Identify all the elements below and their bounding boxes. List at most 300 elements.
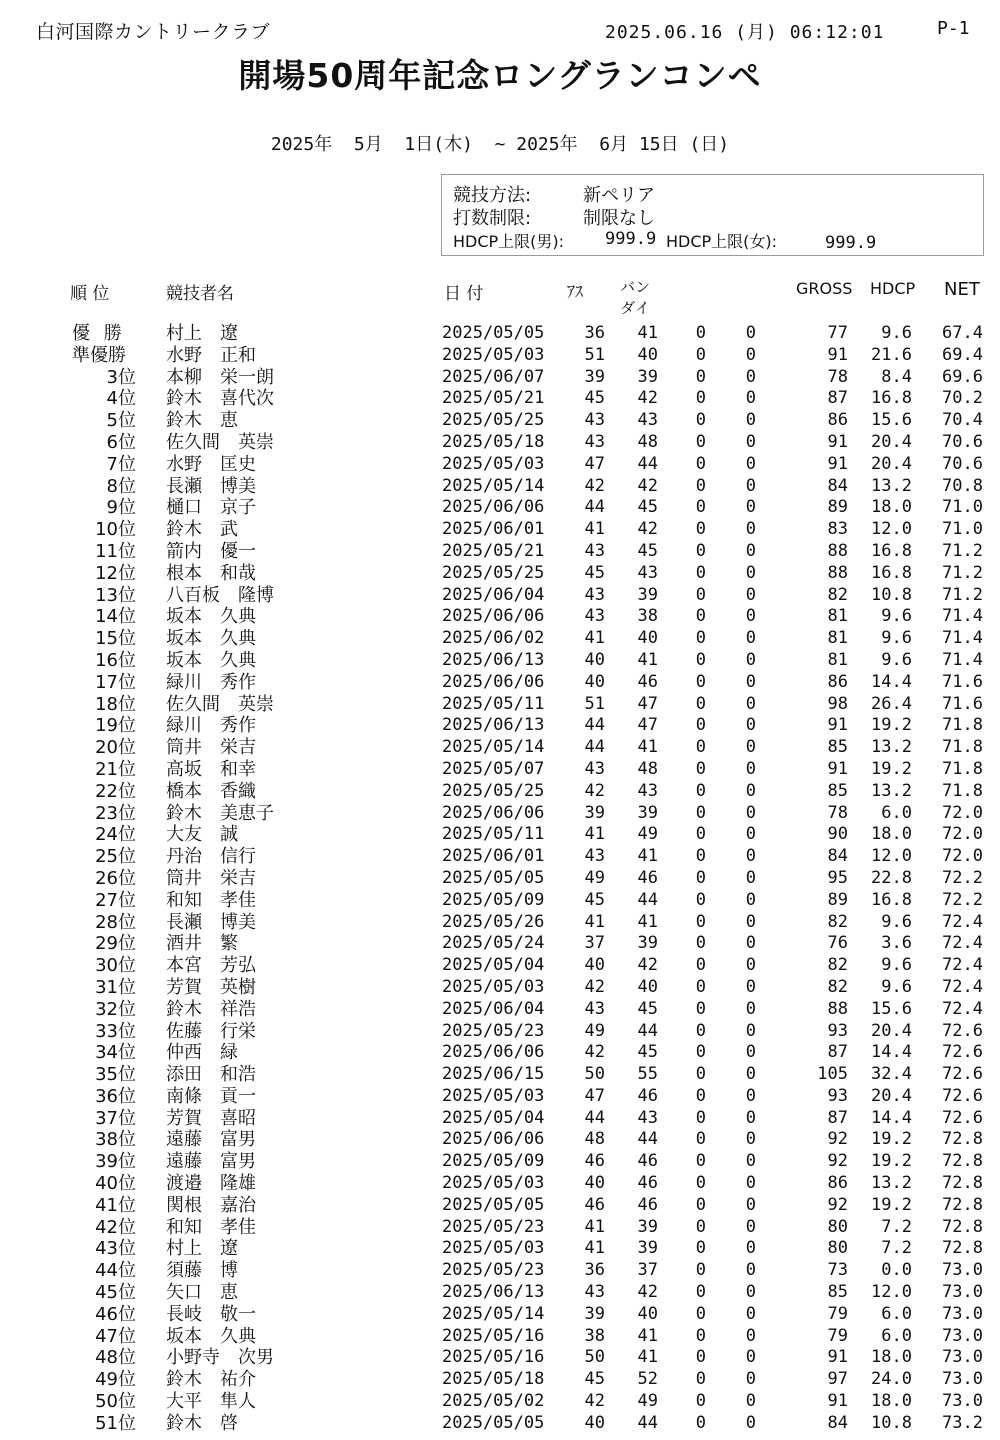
table-row <box>0 1108 1000 1130</box>
cell-name: 長岐 敬一 <box>166 1303 256 1325</box>
cell-z1: 0 <box>695 606 706 627</box>
cell-gross: 82 <box>827 911 848 932</box>
cell-rank: 31位 <box>95 976 136 998</box>
cell-z1: 0 <box>695 1303 706 1324</box>
cell-name: 佐藤 行栄 <box>166 1020 256 1042</box>
cell-hdcp: 9.6 <box>881 911 912 932</box>
table-row <box>0 476 1000 498</box>
cell-rank: 46位 <box>95 1303 136 1325</box>
cell-name: 仲西 緑 <box>166 1042 238 1064</box>
cell-in: 42 <box>637 388 658 409</box>
cell-z1: 0 <box>695 846 706 867</box>
cell-rank: 6位 <box>106 431 136 453</box>
cell-date: 2025/05/11 <box>442 824 545 845</box>
cell-in: 52 <box>637 1369 658 1390</box>
table-row <box>0 803 1000 825</box>
cell-net: 71.2 <box>942 584 983 605</box>
cell-rank: 41位 <box>95 1194 136 1216</box>
cell-rank: 32位 <box>95 998 136 1020</box>
cell-rank: 25位 <box>95 846 136 868</box>
cell-z1: 0 <box>695 584 706 605</box>
cell-out: 46 <box>584 1151 605 1172</box>
cell-z2: 0 <box>745 1325 756 1346</box>
cell-name: 遠藤 富男 <box>166 1129 256 1151</box>
cell-name: 矢口 恵 <box>166 1282 238 1304</box>
cell-z2: 0 <box>745 911 756 932</box>
cell-out: 43 <box>584 1282 605 1303</box>
cell-name: 樋口 京子 <box>166 497 256 519</box>
cell-z1: 0 <box>695 955 706 976</box>
table-row <box>0 1151 1000 1173</box>
cell-in: 39 <box>637 1216 658 1237</box>
cell-date: 2025/05/21 <box>442 540 545 561</box>
cell-net: 70.2 <box>942 388 983 409</box>
hdcp-female-value: 999.9 <box>825 233 877 253</box>
cell-net: 70.8 <box>942 475 983 496</box>
cell-date: 2025/05/04 <box>442 1107 545 1128</box>
cell-in: 48 <box>637 431 658 452</box>
cell-rank: 15位 <box>95 628 136 650</box>
cell-out: 39 <box>584 366 605 387</box>
table-row <box>0 1347 1000 1369</box>
cell-name: 長瀬 博美 <box>166 911 256 933</box>
cell-in: 40 <box>637 344 658 365</box>
cell-in: 39 <box>637 802 658 823</box>
cell-gross: 84 <box>827 1412 848 1433</box>
cell-gross: 86 <box>827 671 848 692</box>
cell-hdcp: 20.4 <box>871 1020 912 1041</box>
cell-out: 44 <box>584 715 605 736</box>
table-row <box>0 868 1000 890</box>
cell-hdcp: 19.2 <box>871 758 912 779</box>
cell-gross: 80 <box>827 1238 848 1259</box>
cell-rank: 48位 <box>95 1347 136 1369</box>
cell-gross: 81 <box>827 606 848 627</box>
cell-gross: 87 <box>827 388 848 409</box>
cell-date: 2025/05/18 <box>442 431 545 452</box>
table-row <box>0 1413 1000 1435</box>
cell-z1: 0 <box>695 1107 706 1128</box>
cell-name: 渡邉 隆雄 <box>166 1173 256 1195</box>
hdcp-female-label: HDCP上限(女): <box>666 232 778 251</box>
cell-name: 佐久間 英崇 <box>166 693 274 715</box>
cell-net: 72.0 <box>942 846 983 867</box>
cell-net: 71.6 <box>942 693 983 714</box>
cell-net: 72.8 <box>942 1151 983 1172</box>
cell-net: 72.4 <box>942 955 983 976</box>
column-header-date: 日 付 <box>444 284 484 304</box>
cell-net: 72.8 <box>942 1238 983 1259</box>
cell-z1: 0 <box>695 497 706 518</box>
cell-rank: 37位 <box>95 1107 136 1129</box>
cell-date: 2025/05/02 <box>442 1391 545 1412</box>
cell-in: 43 <box>637 780 658 801</box>
cell-date: 2025/05/11 <box>442 693 545 714</box>
cell-date: 2025/06/15 <box>442 1064 545 1085</box>
cell-in: 46 <box>637 1151 658 1172</box>
cell-date: 2025/05/23 <box>442 1260 545 1281</box>
cell-hdcp: 26.4 <box>871 693 912 714</box>
column-header-hdcp: HDCP <box>870 279 916 298</box>
cell-rank: 準優勝 <box>72 344 126 366</box>
cell-rank: 38位 <box>95 1129 136 1151</box>
cell-date: 2025/06/04 <box>442 584 545 605</box>
cell-in: 43 <box>637 1107 658 1128</box>
cell-z1: 0 <box>695 475 706 496</box>
cell-in: 39 <box>637 933 658 954</box>
cell-name: 鈴木 恵 <box>166 410 238 432</box>
cell-z1: 0 <box>695 1042 706 1063</box>
cell-rank: 28位 <box>95 911 136 933</box>
cell-gross: 82 <box>827 955 848 976</box>
cell-z2: 0 <box>745 1042 756 1063</box>
cell-hdcp: 13.2 <box>871 780 912 801</box>
cell-in: 40 <box>637 628 658 649</box>
cell-z2: 0 <box>745 1085 756 1106</box>
cell-date: 2025/06/06 <box>442 671 545 692</box>
cell-date: 2025/05/21 <box>442 388 545 409</box>
cell-date: 2025/05/07 <box>442 758 545 779</box>
column-header-rank: 順 位 <box>70 284 110 304</box>
cell-gross: 105 <box>817 1064 848 1085</box>
cell-z2: 0 <box>745 1173 756 1194</box>
cell-out: 42 <box>584 976 605 997</box>
cell-z2: 0 <box>745 955 756 976</box>
cell-rank: 24位 <box>95 824 136 846</box>
cell-hdcp: 16.8 <box>871 889 912 910</box>
cell-out: 50 <box>584 1064 605 1085</box>
cell-name: 和知 孝佳 <box>166 1216 256 1238</box>
table-row <box>0 1064 1000 1086</box>
cell-out: 45 <box>584 388 605 409</box>
cell-hdcp: 10.8 <box>871 1412 912 1433</box>
cell-in: 49 <box>637 824 658 845</box>
cell-gross: 91 <box>827 431 848 452</box>
cell-gross: 79 <box>827 1325 848 1346</box>
cell-date: 2025/05/03 <box>442 1238 545 1259</box>
cell-z2: 0 <box>745 410 756 431</box>
table-row <box>0 410 1000 432</box>
cell-hdcp: 6.0 <box>881 802 912 823</box>
cell-net: 71.4 <box>942 649 983 670</box>
cell-z2: 0 <box>745 1151 756 1172</box>
cell-date: 2025/06/06 <box>442 497 545 518</box>
cell-hdcp: 13.2 <box>871 1173 912 1194</box>
cell-z2: 0 <box>745 671 756 692</box>
cell-date: 2025/06/13 <box>442 1282 545 1303</box>
cell-rank: 8位 <box>106 475 136 497</box>
table-row <box>0 345 1000 367</box>
cell-out: 43 <box>584 846 605 867</box>
cell-z1: 0 <box>695 1194 706 1215</box>
cell-z1: 0 <box>695 649 706 670</box>
cell-net: 72.2 <box>942 889 983 910</box>
cell-name: 芳賀 英樹 <box>166 976 256 998</box>
cell-z2: 0 <box>745 628 756 649</box>
table-row <box>0 1217 1000 1239</box>
cell-gross: 89 <box>827 497 848 518</box>
page-number: P-1 <box>937 18 970 39</box>
cell-net: 72.4 <box>942 976 983 997</box>
cell-net: 71.6 <box>942 671 983 692</box>
cell-hdcp: 14.4 <box>871 1042 912 1063</box>
cell-name: 鈴木 美恵子 <box>166 802 274 824</box>
cell-name: 坂本 久典 <box>166 649 256 671</box>
cell-out: 37 <box>584 933 605 954</box>
cell-z1: 0 <box>695 1020 706 1041</box>
cell-name: 村上 遼 <box>166 1238 238 1260</box>
cell-gross: 81 <box>827 649 848 670</box>
table-row <box>0 628 1000 650</box>
cell-rank: 9位 <box>106 497 136 519</box>
cell-rank: 優 勝 <box>72 323 126 344</box>
cell-in: 45 <box>637 497 658 518</box>
cell-z2: 0 <box>745 998 756 1019</box>
cell-date: 2025/06/06 <box>442 1129 545 1150</box>
cell-z1: 0 <box>695 323 706 343</box>
cell-name: 大平 隼人 <box>166 1391 256 1413</box>
cell-rank: 11位 <box>95 540 136 562</box>
cell-net: 72.6 <box>942 1064 983 1085</box>
cell-out: 43 <box>584 758 605 779</box>
cell-rank: 47位 <box>95 1325 136 1347</box>
cell-in: 43 <box>637 562 658 583</box>
cell-out: 41 <box>584 628 605 649</box>
cell-date: 2025/06/06 <box>442 802 545 823</box>
cell-date: 2025/05/24 <box>442 933 545 954</box>
cell-gross: 91 <box>827 758 848 779</box>
cell-date: 2025/05/23 <box>442 1216 545 1237</box>
cell-rank: 26位 <box>95 867 136 889</box>
cell-z1: 0 <box>695 867 706 888</box>
table-row <box>0 890 1000 912</box>
cell-hdcp: 6.0 <box>881 1303 912 1324</box>
cell-gross: 98 <box>827 693 848 714</box>
cell-net: 73.0 <box>942 1303 983 1324</box>
cell-net: 73.2 <box>942 1412 983 1433</box>
table-row <box>0 912 1000 934</box>
cell-date: 2025/06/02 <box>442 628 545 649</box>
cell-gross: 95 <box>827 867 848 888</box>
cell-name: 村上 遼 <box>166 323 238 344</box>
cell-hdcp: 13.2 <box>871 475 912 496</box>
cell-in: 46 <box>637 1173 658 1194</box>
cell-rank: 14位 <box>95 606 136 628</box>
cell-z2: 0 <box>745 584 756 605</box>
cell-rank: 34位 <box>95 1042 136 1064</box>
cell-name: 芳賀 喜昭 <box>166 1107 256 1129</box>
cell-gross: 88 <box>827 562 848 583</box>
cell-gross: 91 <box>827 1347 848 1368</box>
cell-out: 40 <box>584 649 605 670</box>
cell-z2: 0 <box>745 737 756 758</box>
cell-gross: 77 <box>827 323 848 343</box>
column-header-out: ｱｽ <box>567 282 584 301</box>
cell-rank: 22位 <box>95 780 136 802</box>
cell-z1: 0 <box>695 889 706 910</box>
cell-rank: 36位 <box>95 1085 136 1107</box>
cell-rank: 20位 <box>95 737 136 759</box>
cell-out: 41 <box>584 519 605 540</box>
cell-hdcp: 12.0 <box>871 519 912 540</box>
cell-z1: 0 <box>695 344 706 365</box>
cell-rank: 35位 <box>95 1064 136 1086</box>
cell-z1: 0 <box>695 540 706 561</box>
cell-gross: 81 <box>827 628 848 649</box>
cell-out: 39 <box>584 802 605 823</box>
cell-z1: 0 <box>695 366 706 387</box>
cell-hdcp: 13.2 <box>871 737 912 758</box>
cell-in: 46 <box>637 671 658 692</box>
table-row <box>0 846 1000 868</box>
cell-gross: 92 <box>827 1151 848 1172</box>
cell-z2: 0 <box>745 1303 756 1324</box>
cell-gross: 91 <box>827 344 848 365</box>
cell-net: 72.0 <box>942 802 983 823</box>
table-row <box>0 432 1000 454</box>
cell-z2: 0 <box>745 453 756 474</box>
cell-in: 41 <box>637 323 658 343</box>
column-header-net: NET <box>944 279 980 300</box>
cell-hdcp: 9.6 <box>881 955 912 976</box>
cell-gross: 85 <box>827 780 848 801</box>
table-row <box>0 999 1000 1021</box>
table-row <box>0 694 1000 716</box>
cell-name: 鈴木 武 <box>166 519 238 541</box>
cell-date: 2025/06/01 <box>442 519 545 540</box>
cell-z1: 0 <box>695 911 706 932</box>
cell-gross: 82 <box>827 584 848 605</box>
cell-rank: 42位 <box>95 1216 136 1238</box>
cell-net: 72.2 <box>942 867 983 888</box>
cell-out: 49 <box>584 867 605 888</box>
cell-rank: 51位 <box>95 1412 136 1434</box>
cell-date: 2025/05/04 <box>442 955 545 976</box>
page-title: 開場50周年記念ロングランコンペ <box>238 56 762 95</box>
cell-net: 72.6 <box>942 1042 983 1063</box>
cell-out: 47 <box>584 1085 605 1106</box>
cell-name: 鈴木 啓 <box>166 1412 238 1434</box>
cell-z2: 0 <box>745 867 756 888</box>
cell-out: 42 <box>584 1042 605 1063</box>
cell-name: 遠藤 富男 <box>166 1151 256 1173</box>
table-row <box>0 650 1000 672</box>
cell-name: 丹治 信行 <box>166 846 256 868</box>
cell-date: 2025/05/09 <box>442 889 545 910</box>
cell-net: 71.8 <box>942 737 983 758</box>
cell-in: 39 <box>637 1238 658 1259</box>
cell-out: 51 <box>584 693 605 714</box>
cell-z1: 0 <box>695 1347 706 1368</box>
cell-in: 39 <box>637 584 658 605</box>
cell-date: 2025/05/05 <box>442 1412 545 1433</box>
cell-date: 2025/06/06 <box>442 606 545 627</box>
cell-name: 南條 貢一 <box>166 1085 256 1107</box>
cell-out: 43 <box>584 998 605 1019</box>
cell-in: 41 <box>637 911 658 932</box>
cell-z2: 0 <box>745 758 756 779</box>
cell-net: 72.8 <box>942 1194 983 1215</box>
print-datetime: 2025.06.16 (月) 06:12:01 <box>605 22 885 43</box>
cell-net: 71.8 <box>942 780 983 801</box>
cell-z1: 0 <box>695 933 706 954</box>
cell-gross: 85 <box>827 737 848 758</box>
cell-z1: 0 <box>695 1325 706 1346</box>
cell-in: 49 <box>637 1391 658 1412</box>
column-header-in-line2: ダイ <box>620 299 650 317</box>
cell-rank: 33位 <box>95 1020 136 1042</box>
cell-z1: 0 <box>695 562 706 583</box>
cell-date: 2025/05/25 <box>442 780 545 801</box>
cell-net: 72.8 <box>942 1173 983 1194</box>
cell-hdcp: 20.4 <box>871 431 912 452</box>
cell-in: 47 <box>637 715 658 736</box>
method-label: 競技方法: <box>453 185 532 206</box>
cell-rank: 19位 <box>95 715 136 737</box>
cell-z1: 0 <box>695 780 706 801</box>
cell-hdcp: 9.6 <box>881 649 912 670</box>
cell-z2: 0 <box>745 1216 756 1237</box>
cell-name: 八百板 隆博 <box>166 584 274 606</box>
cell-name: 鈴木 喜代次 <box>166 388 274 410</box>
rules-box <box>441 174 984 256</box>
cell-in: 41 <box>637 649 658 670</box>
cell-hdcp: 12.0 <box>871 1282 912 1303</box>
cell-z2: 0 <box>745 344 756 365</box>
cell-z2: 0 <box>745 846 756 867</box>
cell-hdcp: 7.2 <box>881 1238 912 1259</box>
cell-in: 43 <box>637 410 658 431</box>
cell-out: 44 <box>584 737 605 758</box>
cell-hdcp: 9.6 <box>881 606 912 627</box>
cell-gross: 83 <box>827 519 848 540</box>
cell-rank: 49位 <box>95 1369 136 1391</box>
table-row <box>0 1282 1000 1304</box>
cell-out: 42 <box>584 1391 605 1412</box>
cell-out: 40 <box>584 1412 605 1433</box>
cell-in: 40 <box>637 976 658 997</box>
cell-name: 本宮 芳弘 <box>166 955 256 977</box>
cell-out: 43 <box>584 431 605 452</box>
cell-rank: 40位 <box>95 1173 136 1195</box>
table-row <box>0 759 1000 781</box>
cell-z1: 0 <box>695 693 706 714</box>
cell-name: 本柳 栄一朗 <box>166 366 274 388</box>
cell-net: 71.2 <box>942 562 983 583</box>
cell-in: 44 <box>637 1020 658 1041</box>
cell-net: 71.8 <box>942 758 983 779</box>
cell-z1: 0 <box>695 519 706 540</box>
cell-date: 2025/05/25 <box>442 562 545 583</box>
cell-hdcp: 15.6 <box>871 998 912 1019</box>
cell-date: 2025/05/25 <box>442 410 545 431</box>
cell-date: 2025/05/18 <box>442 1369 545 1390</box>
cell-z2: 0 <box>745 1391 756 1412</box>
cell-z2: 0 <box>745 1369 756 1390</box>
table-row <box>0 824 1000 846</box>
cell-in: 41 <box>637 846 658 867</box>
cell-date: 2025/05/09 <box>442 1151 545 1172</box>
cell-hdcp: 9.6 <box>881 628 912 649</box>
cell-out: 43 <box>584 410 605 431</box>
club-name: 白河国際カントリークラブ <box>36 21 271 43</box>
cell-net: 72.6 <box>942 1085 983 1106</box>
cell-hdcp: 10.8 <box>871 584 912 605</box>
cell-hdcp: 15.6 <box>871 410 912 431</box>
cell-gross: 80 <box>827 1216 848 1237</box>
cell-out: 44 <box>584 497 605 518</box>
table-row <box>0 715 1000 737</box>
